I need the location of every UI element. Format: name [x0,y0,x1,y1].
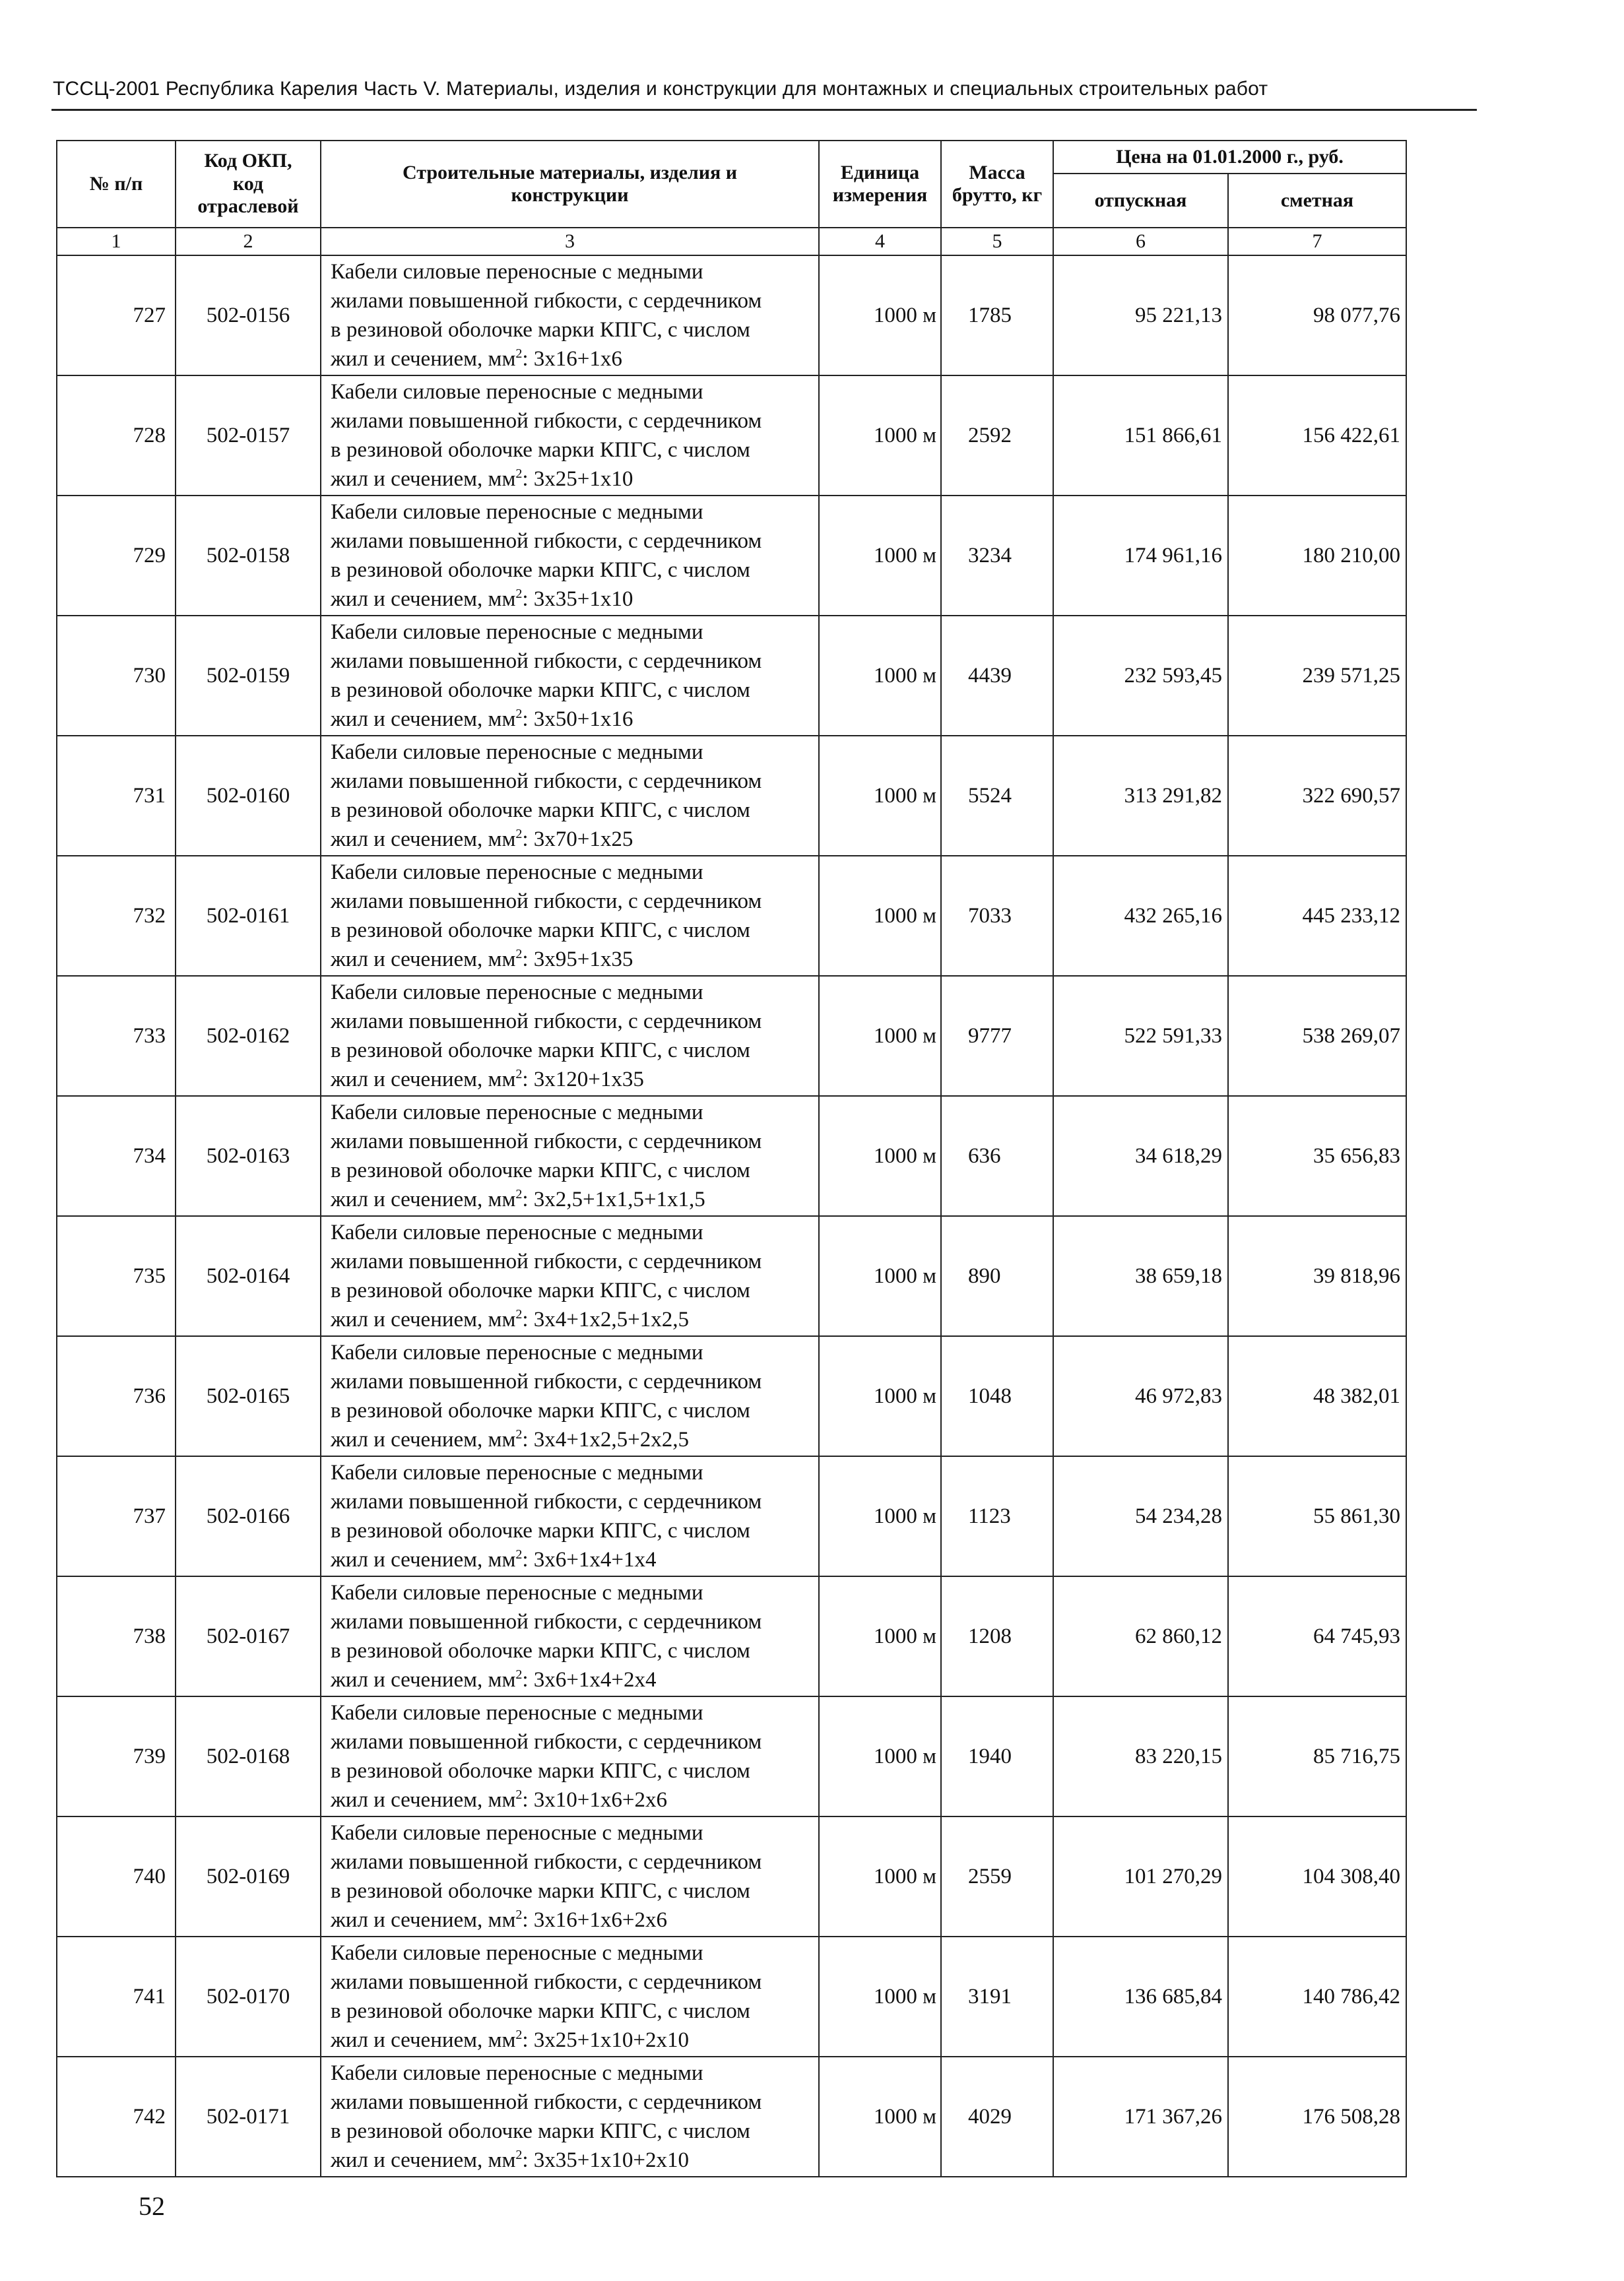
description-line: в резиновой оболочке марки КПГС, с числом [331,1159,750,1182]
row-number: 732 [57,856,176,976]
okp-code: 502-0161 [176,856,321,976]
col-header-mass-line2: брутто, кг [952,184,1043,206]
table-row [57,616,1406,736]
description-line: жилами повышенной гибкости, с сердечником [331,1730,762,1754]
superscript: 2 [515,1427,523,1442]
release-price: 38 659,18 [1053,1216,1228,1336]
table-row [57,1216,1406,1336]
description-line: Кабели силовые переносные с медными [331,1581,703,1605]
unit-of-measure: 1000 м [819,1816,941,1937]
material-description [321,1696,819,1816]
material-description [321,1096,819,1216]
table-row [57,1576,1406,1696]
estimate-price: 48 382,01 [1228,1336,1406,1456]
unit-of-measure: 1000 м [819,1336,941,1456]
row-number: 731 [57,736,176,856]
description-line: в резиновой оболочке марки КПГС, с числом [331,1759,750,1783]
okp-code: 502-0167 [176,1576,321,1696]
description-line: жилами повышенной гибкости, с сердечником [331,529,762,553]
col-header-unit [819,141,941,228]
description-line: жилами повышенной гибкости, с сердечником [331,649,762,673]
table-row [57,1456,1406,1576]
description-line: Кабели силовые переносные с медными [331,1461,703,1485]
material-description [321,1216,819,1336]
gross-mass: 9777 [941,976,1053,1096]
description-line: жил и сечением, мм [331,1428,516,1452]
description-line: в резиновой оболочке марки КПГС, с числом [331,1039,750,1062]
description-line: Кабели силовые переносные с медными [331,740,703,764]
description-line: жил и сечением, мм [331,2148,516,2172]
col-header-code-line3: отраслевой [197,195,299,218]
col-header-name [321,141,819,228]
description-line: жилами повышенной гибкости, с сердечником [331,2090,762,2114]
description-line: Кабели силовые переносные с медными [331,1341,703,1365]
description-line: жилами повышенной гибкости, с сердечником [331,769,762,793]
release-price: 136 685,84 [1053,1937,1228,2057]
estimate-price: 180 210,00 [1228,496,1406,616]
cable-section-spec: : 3х70+1х25 [522,827,633,851]
unit-of-measure: 1000 м [819,1696,941,1816]
okp-code: 502-0164 [176,1216,321,1336]
description-line: жил и сечением, мм [331,948,516,971]
unit-of-measure: 1000 м [819,1456,941,1576]
okp-code: 502-0158 [176,496,321,616]
running-head: ТССЦ-2001 Республика Карелия Часть V. Материалы, изделия и конструкции для монтажных и специальных строительных работ [53,78,1268,100]
release-price: 46 972,83 [1053,1336,1228,1456]
cable-section-spec: : 3х6+1х4+1х4 [522,1548,657,1572]
gross-mass: 4029 [941,2057,1053,2177]
column-number: 7 [1228,228,1406,255]
description-line: в резиновой оболочке марки КПГС, с числом [331,678,750,702]
description-line: Кабели силовые переносные с медными [331,1821,703,1845]
col-header-mass [941,141,1053,228]
description-line: жил и сечением, мм [331,1068,516,1091]
estimate-price: 64 745,93 [1228,1576,1406,1696]
table-row [57,736,1406,856]
material-description [321,1576,819,1696]
description-line: Кабели силовые переносные с медными [331,620,703,644]
release-price: 83 220,15 [1053,1696,1228,1816]
row-number: 728 [57,375,176,496]
material-description [321,496,819,616]
estimate-price: 98 077,76 [1228,255,1406,375]
release-price: 54 234,28 [1053,1456,1228,1576]
superscript: 2 [515,1787,523,1802]
superscript: 2 [515,947,523,961]
estimate-price: 538 269,07 [1228,976,1406,1096]
description-line: Кабели силовые переносные с медными [331,1701,703,1725]
release-price: 174 961,16 [1053,496,1228,616]
cable-section-spec: : 3х50+1х16 [522,707,633,731]
description-line: в резиновой оболочке марки КПГС, с числом [331,318,750,342]
estimate-price: 156 422,61 [1228,375,1406,496]
description-line: жилами повышенной гибкости, с сердечником [331,1130,762,1153]
description-line: жил и сечением, мм [331,1188,516,1211]
estimate-price: 104 308,40 [1228,1816,1406,1937]
material-description [321,2057,819,2177]
column-number: 6 [1053,228,1228,255]
superscript: 2 [515,1307,523,1322]
okp-code: 502-0157 [176,375,321,496]
release-price: 232 593,45 [1053,616,1228,736]
superscript: 2 [515,1908,523,1922]
description-line: жилами повышенной гибкости, с сердечником [331,1250,762,1273]
description-line: жил и сечением, мм [331,2028,516,2052]
description-line: жил и сечением, мм [331,707,516,731]
page-number: 52 [139,2191,165,2221]
column-number: 2 [176,228,321,255]
description-line: в резиновой оболочке марки КПГС, с числом [331,1519,750,1543]
col-header-name-line1: Строительные материалы, изделия и [402,161,738,183]
material-description [321,976,819,1096]
superscript: 2 [515,587,523,601]
row-number: 736 [57,1336,176,1456]
cable-section-spec: : 3х16+1х6 [522,347,622,371]
estimate-price: 322 690,57 [1228,736,1406,856]
release-price: 522 591,33 [1053,976,1228,1096]
row-number: 735 [57,1216,176,1336]
row-number: 734 [57,1096,176,1216]
gross-mass: 1940 [941,1696,1053,1816]
material-description [321,1937,819,2057]
description-line: жилами повышенной гибкости, с сердечником [331,1490,762,1514]
okp-code: 502-0169 [176,1816,321,1937]
gross-mass: 1123 [941,1456,1053,1576]
unit-of-measure: 1000 м [819,1937,941,2057]
description-line: в резиновой оболочке марки КПГС, с числом [331,1639,750,1663]
column-number-row [57,228,1406,255]
cable-section-spec: : 3х16+1х6+2х6 [522,1908,667,1932]
description-line: жил и сечением, мм [331,1668,516,1692]
release-price: 151 866,61 [1053,375,1228,496]
description-line: в резиновой оболочке марки КПГС, с числом [331,558,750,582]
description-line: Кабели силовые переносные с медными [331,860,703,884]
description-line: жилами повышенной гибкости, с сердечником [331,1610,762,1634]
row-number: 730 [57,616,176,736]
gross-mass: 3234 [941,496,1053,616]
estimate-price: 445 233,12 [1228,856,1406,976]
table-row [57,1816,1406,1937]
unit-of-measure: 1000 м [819,616,941,736]
unit-of-measure: 1000 м [819,1576,941,1696]
cable-section-spec: : 3х35+1х10+2х10 [522,2148,689,2172]
estimate-price: 39 818,96 [1228,1216,1406,1336]
unit-of-measure: 1000 м [819,736,941,856]
description-line: в резиновой оболочке марки КПГС, с числом [331,1399,750,1423]
material-description [321,1816,819,1937]
estimate-price: 35 656,83 [1228,1096,1406,1216]
table-row [57,2057,1406,2177]
description-line: жил и сечением, мм [331,467,516,491]
description-line: жилами повышенной гибкости, с сердечником [331,1010,762,1033]
cable-section-spec: : 3х25+1х10 [522,467,633,491]
okp-code: 502-0156 [176,255,321,375]
col-header-code-line1: Код ОКП, [204,150,292,172]
okp-code: 502-0162 [176,976,321,1096]
description-line: жил и сечением, мм [331,1308,516,1332]
gross-mass: 2559 [941,1816,1053,1937]
table-row [57,856,1406,976]
description-line: в резиновой оболочке марки КПГС, с числом [331,1999,750,2023]
table-row [57,1336,1406,1456]
okp-code: 502-0165 [176,1336,321,1456]
row-number: 739 [57,1696,176,1816]
unit-of-measure: 1000 м [819,2057,941,2177]
col-header-mass-line1: Масса [969,161,1025,183]
okp-code: 502-0168 [176,1696,321,1816]
release-price: 62 860,12 [1053,1576,1228,1696]
unit-of-measure: 1000 м [819,255,941,375]
table-row [57,1096,1406,1216]
table-row [57,496,1406,616]
table-body [57,255,1406,2177]
table-row [57,375,1406,496]
description-line: Кабели силовые переносные с медными [331,1101,703,1124]
okp-code: 502-0166 [176,1456,321,1576]
column-number: 4 [819,228,941,255]
cable-section-spec: : 3х6+1х4+2х4 [522,1668,657,1692]
description-line: жилами повышенной гибкости, с сердечником [331,1850,762,1874]
description-line: жилами повышенной гибкости, с сердечником [331,1370,762,1394]
col-header-code [176,141,321,228]
description-line: жилами повышенной гибкости, с сердечником [331,1970,762,1994]
superscript: 2 [515,2148,523,2162]
unit-of-measure: 1000 м [819,976,941,1096]
material-description [321,1456,819,1576]
estimate-price: 85 716,75 [1228,1696,1406,1816]
gross-mass: 4439 [941,616,1053,736]
row-number: 737 [57,1456,176,1576]
superscript: 2 [515,346,523,361]
gross-mass: 3191 [941,1937,1053,2057]
cable-section-spec: : 3х2,5+1х1,5+1х1,5 [522,1188,705,1211]
description-line: в резиновой оболочке марки КПГС, с числом [331,1879,750,1903]
estimate-price: 176 508,28 [1228,2057,1406,2177]
material-description [321,1336,819,1456]
col-header-price-group: Цена на 01.01.2000 г., руб. [1053,141,1406,174]
row-number: 740 [57,1816,176,1937]
gross-mass: 7033 [941,856,1053,976]
superscript: 2 [515,2028,523,2042]
release-price: 432 265,16 [1053,856,1228,976]
gross-mass: 1208 [941,1576,1053,1696]
description-line: Кабели силовые переносные с медными [331,500,703,524]
gross-mass: 5524 [941,736,1053,856]
superscript: 2 [515,466,523,481]
gross-mass: 636 [941,1096,1053,1216]
unit-of-measure: 1000 м [819,1216,941,1336]
estimate-price: 239 571,25 [1228,616,1406,736]
col-header-unit-line1: Единица [840,161,920,183]
description-line: в резиновой оболочке марки КПГС, с числом [331,798,750,822]
description-line: жилами повышенной гибкости, с сердечником [331,289,762,313]
cable-section-spec: : 3х4+1х2,5+1х2,5 [522,1308,689,1332]
col-header-unit-line2: измерения [832,184,928,206]
cable-section-spec: : 3х95+1х35 [522,948,633,971]
description-line: Кабели силовые переносные с медными [331,1941,703,1965]
description-line: Кабели силовые переносные с медными [331,260,703,284]
superscript: 2 [515,1547,523,1562]
description-line: Кабели силовые переносные с медными [331,980,703,1004]
material-description [321,856,819,976]
description-line: Кабели силовые переносные с медными [331,2061,703,2085]
material-description [321,736,819,856]
material-description [321,616,819,736]
unit-of-measure: 1000 м [819,856,941,976]
superscript: 2 [515,1067,523,1081]
column-number: 3 [321,228,819,255]
okp-code: 502-0171 [176,2057,321,2177]
table-row [57,1696,1406,1816]
okp-code: 502-0160 [176,736,321,856]
price-table [56,140,1407,2177]
row-number: 741 [57,1937,176,2057]
estimate-price: 140 786,42 [1228,1937,1406,2057]
description-line: в резиновой оболочке марки КПГС, с числом [331,438,750,462]
table-row [57,976,1406,1096]
col-header-code-line2: код [232,172,264,195]
description-line: жил и сечением, мм [331,347,516,371]
cable-section-spec: : 3х120+1х35 [522,1068,644,1091]
description-line: в резиновой оболочке марки КПГС, с числом [331,1279,750,1302]
gross-mass: 1785 [941,255,1053,375]
col-header-name-line2: конструкции [511,184,629,206]
description-line: жил и сечением, мм [331,1908,516,1932]
unit-of-measure: 1000 м [819,496,941,616]
okp-code: 502-0159 [176,616,321,736]
description-line: Кабели силовые переносные с медными [331,1221,703,1244]
description-line: жил и сечением, мм [331,587,516,611]
estimate-price: 55 861,30 [1228,1456,1406,1576]
superscript: 2 [515,1667,523,1682]
cable-section-spec: : 3х35+1х10 [522,587,633,611]
col-header-price-release: отпускная [1053,174,1228,228]
release-price: 171 367,26 [1053,2057,1228,2177]
row-number: 729 [57,496,176,616]
col-header-num: № п/п [57,141,176,228]
table-row [57,255,1406,375]
unit-of-measure: 1000 м [819,1096,941,1216]
row-number: 733 [57,976,176,1096]
material-description [321,255,819,375]
okp-code: 502-0170 [176,1937,321,2057]
row-number: 742 [57,2057,176,2177]
release-price: 313 291,82 [1053,736,1228,856]
description-line: жил и сечением, мм [331,1548,516,1572]
description-line: в резиновой оболочке марки КПГС, с числом [331,2119,750,2143]
header-rule [51,109,1477,111]
cable-section-spec: : 3х4+1х2,5+2х2,5 [522,1428,689,1452]
okp-code: 502-0163 [176,1096,321,1216]
col-header-price-estimate: сметная [1228,174,1406,228]
column-number: 1 [57,228,176,255]
table-row [57,1937,1406,2057]
gross-mass: 2592 [941,375,1053,496]
cable-section-spec: : 3х10+1х6+2х6 [522,1788,667,1812]
material-description [321,375,819,496]
row-number: 727 [57,255,176,375]
description-line: в резиновой оболочке марки КПГС, с числом [331,918,750,942]
superscript: 2 [515,827,523,841]
superscript: 2 [515,707,523,721]
gross-mass: 890 [941,1216,1053,1336]
description-line: жил и сечением, мм [331,827,516,851]
release-price: 34 618,29 [1053,1096,1228,1216]
gross-mass: 1048 [941,1336,1053,1456]
description-line: жилами повышенной гибкости, с сердечником [331,889,762,913]
description-line: жилами повышенной гибкости, с сердечником [331,409,762,433]
superscript: 2 [515,1187,523,1202]
description-line: Кабели силовые переносные с медными [331,380,703,404]
cable-section-spec: : 3х25+1х10+2х10 [522,2028,689,2052]
release-price: 101 270,29 [1053,1816,1228,1937]
row-number: 738 [57,1576,176,1696]
column-number: 5 [941,228,1053,255]
unit-of-measure: 1000 м [819,375,941,496]
description-line: жил и сечением, мм [331,1788,516,1812]
release-price: 95 221,13 [1053,255,1228,375]
